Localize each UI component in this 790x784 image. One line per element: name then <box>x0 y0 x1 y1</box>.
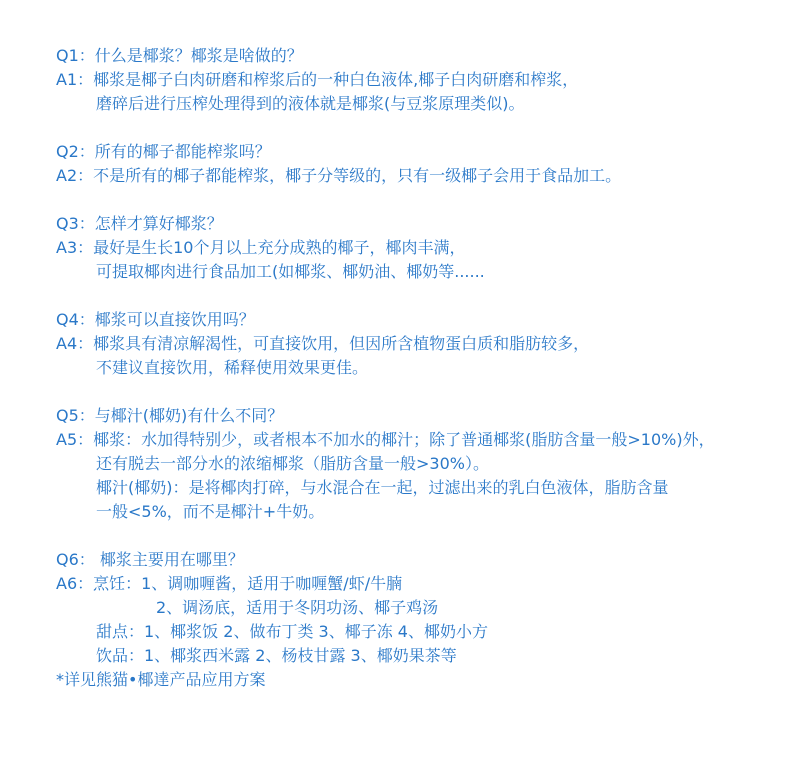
question-5: Q5：与椰汁(椰奶)有什么不同？ <box>56 406 284 425</box>
answer-6-line-2: 2、调汤底，适用于冬阴功汤、椰子鸡汤 <box>156 598 439 617</box>
question-2: Q2：所有的椰子都能榨浆吗？ <box>56 142 271 161</box>
answer-3-line-1: A3：最好是生长10个月以上充分成熟的椰子，椰肉丰满， <box>56 238 466 257</box>
answer-5-line-2: 还有脱去一部分水的浓缩椰浆（脂肪含量一般>30%）。 <box>96 454 489 473</box>
answer-4-line-1: A4：椰浆具有清凉解渴性，可直接饮用，但因所含植物蛋白质和脂肪较多， <box>56 334 590 353</box>
faq-content <box>56 44 784 692</box>
question-4: Q4：椰浆可以直接饮用吗？ <box>56 310 255 329</box>
question-3: Q3：怎样才算好椰浆？ <box>56 214 223 233</box>
answer-1-line-2: 磨碎后进行压榨处理得到的液体就是椰浆(与豆浆原理类似)。 <box>96 94 525 113</box>
answer-6-line-3: 甜点：1、椰浆饭 2、做布丁类 3、椰子冻 4、椰奶小方 <box>96 622 488 641</box>
answer-6-line-4: 饮品：1、椰浆西米露 2、杨枝甘露 3、椰奶果茶等 <box>96 646 457 665</box>
question-6: Q6： 椰浆主要用在哪里？ <box>56 550 244 569</box>
answer-1-line-1: A1：椰浆是椰子白肉研磨和榨浆后的一种白色液体,椰子白肉研磨和榨浆， <box>56 70 579 89</box>
answer-5-line-1: A5：椰浆：水加得特别少，或者根本不加水的椰汁；除了普通椰浆(脂肪含量一般>10%)外， <box>56 430 715 449</box>
footnote: *详见熊猫•椰達产品应用方案 <box>56 670 266 689</box>
answer-5-line-4: 一般<5%，而不是椰汁+牛奶。 <box>96 502 325 521</box>
answer-6-line-1: A6：烹饪：1、调咖喱酱，适用于咖喱蟹/虾/牛腩 <box>56 574 403 593</box>
answer-3-line-2: 可提取椰肉进行食品加工(如椰浆、椰奶油、椰奶等...... <box>96 262 485 281</box>
answer-5-line-3: 椰汁(椰奶)：是将椰肉打碎，与水混合在一起，过滤出来的乳白色液体，脂肪含量 <box>96 478 669 497</box>
answer-2-line-1: A2：不是所有的椰子都能榨浆，椰子分等级的，只有一级椰子会用于食品加工。 <box>56 166 622 185</box>
question-1: Q1：什么是椰浆？椰浆是啥做的？ <box>56 46 303 65</box>
answer-4-line-2: 不建议直接饮用，稀释使用效果更佳。 <box>96 358 369 377</box>
